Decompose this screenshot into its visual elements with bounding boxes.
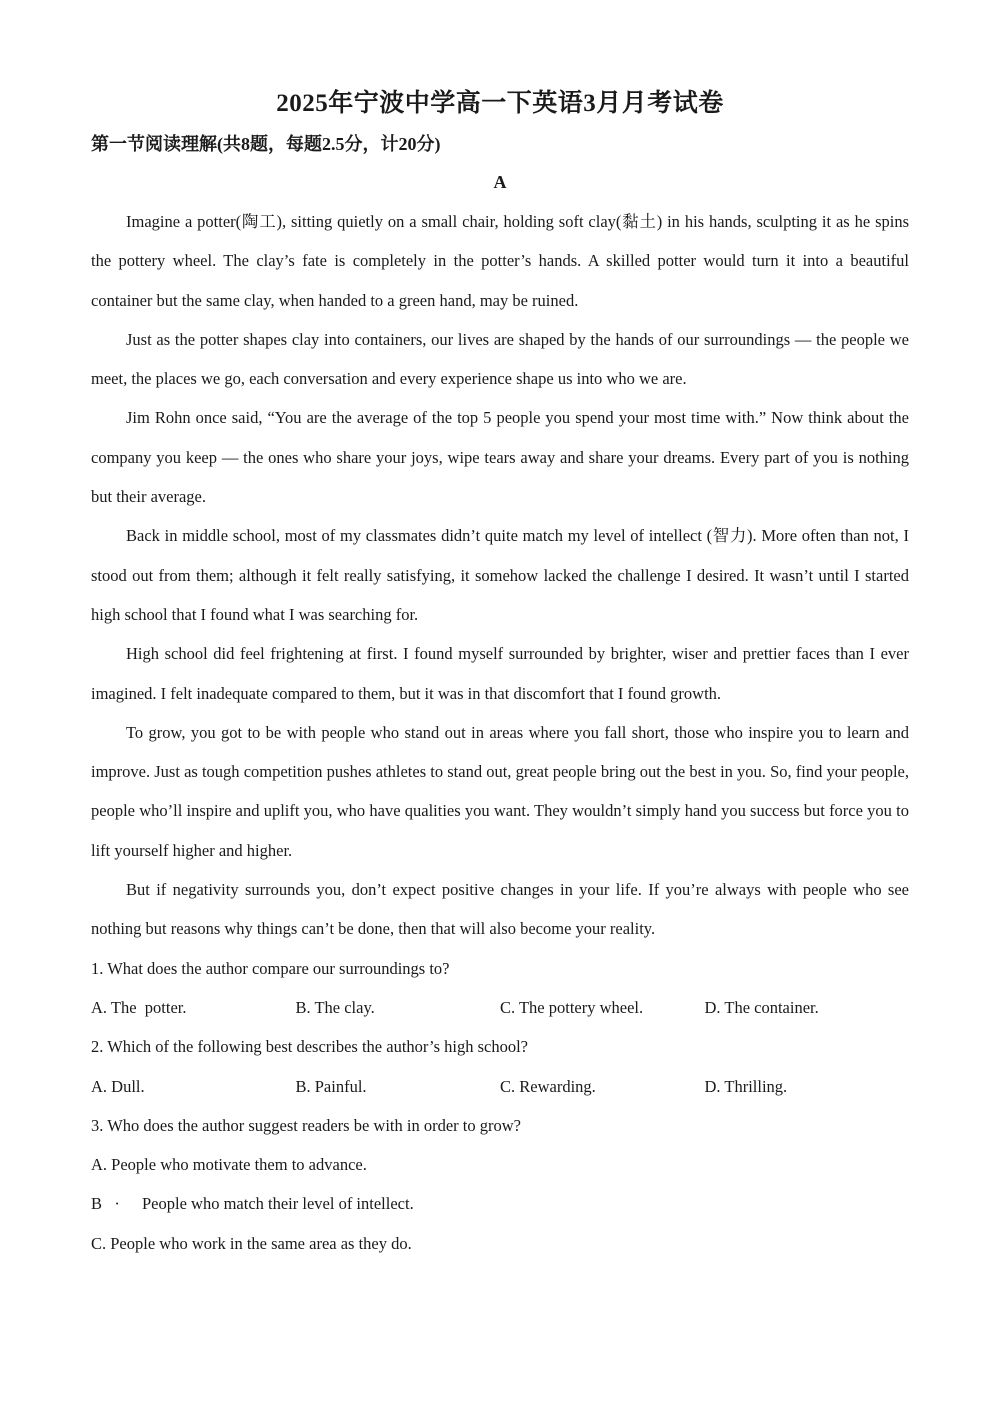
option-a: A. Dull. [91, 1076, 145, 1096]
passage-label: A [493, 172, 507, 192]
question-2-stem: 2. Which of the following best describes the author’s high school? [91, 1037, 529, 1057]
paragraph: Imagine a potter(陶工), sitting quietly on a small chair, holding soft clay(黏土) in his hands, sculpting it as he spins the pottery wheel. The clay’s fate is completely in the potter’s hands. A skilled potter would turn it into a beautiful container but the same clay, when handed to a green hand, may be ruined. [91, 212, 909, 310]
option-b [91, 1184, 909, 1223]
paragraph: Back in middle school, most of my classmates didn’t quite match my level of intellect (智力). More often than not, I stood out from them; although it felt really satisfying, it somehow lacked the challenge I desired. It wasn’t until I started high school that I found what I was searching for. [91, 526, 909, 624]
paragraph: To grow, you got to be with people who stand out in areas where you fall short, those who inspire you to learn and improve. Just as tough competition pushes athletes to stand out, great people bring out the best in you. So, find your people, people who’ll inspire and uplift you, who have qualities you want. They wouldn’t simply hand you success but force you to lift yourself higher and higher. [91, 722, 909, 860]
question-2-options [91, 1067, 909, 1106]
paragraph: Just as the potter shapes clay into containers, our lives are shaped by the hands of our surroundings — the people we meet, the places we go, each conversation and every experience shape us into who we are. [91, 329, 909, 389]
option-c: C. The pottery wheel. [500, 997, 644, 1017]
question-1-stem: 1. What does the author compare our surroundings to? [91, 958, 450, 978]
question-3-stem: 3. Who does the author suggest readers be with in order to grow? [91, 1115, 521, 1135]
option-b-text: People who match their level of intellect. [142, 1194, 414, 1214]
option-c: C. Rewarding. [500, 1076, 596, 1096]
option-a: A. The potter. [91, 997, 187, 1017]
option-a: A. People who motivate them to advance. [91, 1155, 367, 1175]
paragraph: But if negativity surrounds you, don’t expect positive changes in your life. If you’re always with people who see nothing but reasons why things can’t be done, then that will also become your reality. [91, 880, 909, 939]
option-d: D. Thrilling. [704, 1076, 788, 1096]
section-heading: 第一节阅读理解(共8题，每题2.5分，计20分) [91, 134, 441, 154]
exam-title: 2025年宁波中学高一下英语3月月考试卷 [276, 90, 724, 117]
option-c: C. People who work in the same area as they do. [91, 1233, 412, 1253]
paragraph: Jim Rohn once said, “You are the average of the top 5 people you spend your most time with.” Now think about the company you keep — the ones who share your joys, wipe tears away and share your dreams. Every part of you is nothing but their average. [91, 408, 909, 507]
question-1-options [91, 988, 909, 1027]
passage-body [91, 202, 909, 1263]
option-b: B. Painful. [295, 1076, 367, 1096]
option-d: D. The container. [704, 997, 819, 1017]
option-b: B. The clay. [295, 997, 375, 1017]
option-b-letter: B · [91, 1194, 120, 1214]
paragraph: High school did feel frightening at first. I found myself surrounded by brighter, wiser and prettier faces than I ever imagined. I felt inadequate compared to them, but it was in that discomfort that I found growth. [91, 644, 909, 703]
